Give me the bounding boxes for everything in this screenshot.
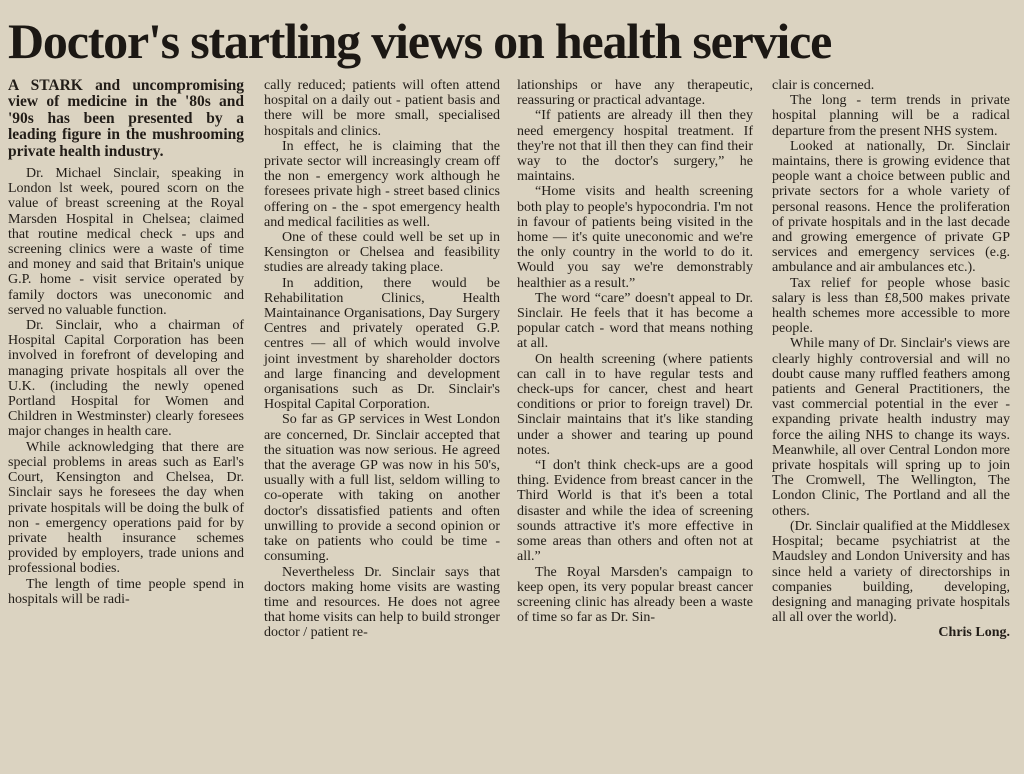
paragraph: “Home visits and health screening both play to people's hypocondria. I'm not in favour of patients being visited in the home — it's quite uneconomic and we're the only country in the world to do it. Would you say we're demonstrably healthier as a result.” [517, 184, 753, 291]
paragraph: Tax relief for people whose basic salary is less than £8,500 makes private health schemes more accessible to more people. [772, 275, 1010, 337]
lead-paragraph: A STARK and uncompromising view of medicine in the '80s and '90s has been presented by a leading figure in the mushrooming private health industry. [8, 77, 244, 160]
paragraph: lationships or have any therapeutic, reassuring or practical advantage. [517, 78, 753, 109]
headline: Doctor's startling views on health service [8, 13, 832, 69]
paragraph: The long - term trends in private hospital planning will be a radical departure from the present NHS system. [772, 93, 1010, 139]
paragraph: While acknowledging that there are special problems in areas such as Earl's Court, Kensington and Chelsea, Dr. Sinclair says he foresees the day when private hospitals will be doing the bulk of non - emergency operations paid for by private health insurance schemes provided by employers, trade unions and professional bodies. [8, 439, 244, 577]
paragraph: Looked at nationally, Dr. Sinclair maintains, there is growing evidence that people want a choice between public and private sectors for a whole variety of personal reasons. Hence the proliferation of private hospitals and in the last decade and growing emergence of private GP services and emergency services (e.g. ambulance and air ambulances etc.). [772, 138, 1010, 276]
paragraph: On health screening (where patients can call in to have regular tests and check-ups for cancer, chest and heart conditions or prior to foreign travel) Dr. Sinclair maintains that it's like standing under a shower and tearing up pound notes. [517, 351, 753, 458]
paragraph: In effect, he is claiming that the private sector will increasingly cream off the non - emergency work although he foresees private high - street based clinics offering on - the - spot emergency health and medical facilities as well. [264, 138, 500, 230]
paragraph: The Royal Marsden's campaign to keep open, its very popular breast cancer screening clinic has already been a waste of time so far as Dr. Sin- [517, 564, 753, 626]
paragraph: clair is concerned. [772, 78, 875, 93]
paragraph: The length of time people spend in hospitals will be radi- [8, 576, 244, 607]
column-2 [264, 78, 500, 641]
paragraph: Nevertheless Dr. Sinclair says that doctors making home visits are wasting time and resources. He does not agree that home visits can help to build stronger doctor / patient re- [264, 564, 500, 641]
paragraph: In addition, there would be Rehabilitation Clinics, Health Maintainance Organisations, Day Surgery Centres and privately operated G.P. centres — all of which would involve joint investment by shareholder doctors and large financing and development organisations such as Dr. Sinclair's Hospital Capital Corporation. [264, 275, 500, 413]
paragraph: cally reduced; patients will often attend hospital on a daily out - patient basis and there will be more small, specialised hospitals and clinics. [264, 78, 500, 139]
column-3 [517, 78, 753, 625]
paragraph: The word “care” doesn't appeal to Dr. Sinclair. He feels that it has become a popular catch - word that means nothing at all. [517, 290, 753, 352]
paragraph: (Dr. Sinclair qualified at the Middlesex Hospital; became psychiatrist at the Maudsley and London University and has since held a variety of directorships in companies building, developing, designing and managing private hospitals all all over the world). [772, 518, 1010, 626]
column-1 [8, 78, 244, 607]
paragraph: While many of Dr. Sinclair's views are clearly highly controversial and will no doubt cause many ruffled feathers among patients and General Practitioners, the vast commercial potential in the ever - expanding private health industry may force the ailing NHS to change its ways. Meanwhile, all over Central London more private hospitals will spring up to join The Cromwell, The Wellington, The London Clinic, The Portland and all the others. [772, 336, 1010, 519]
paragraph: So far as GP services in West London are concerned, Dr. Sinclair accepted that the situation was now serious. He agreed that the average GP was now in his 50's, usually with a full list, seldom willing to co-operate with taking on another doctor's dissatisfied patients and often unwilling to provide a second opinion or take on patients who could be time - consuming. [264, 412, 500, 565]
paragraph: Dr. Michael Sinclair, speaking in London lst week, poured scorn on the value of breast screening at the Royal Marsden Hospital in Chelsea; claimed that routine medical check - ups and screening clinics were a waste of time and money and said that Britain's unique G.P. home - visit service operated by family doctors was uneconomic and served no valuable function. [8, 166, 244, 318]
column-4 [772, 78, 1010, 641]
byline: Chris Long. [938, 625, 1010, 641]
paragraph: “I don't think check-ups are a good thing. Evidence from breast cancer in the Third World is that it's been a total disaster and while the idea of screening sounds attractive it's more effective in some areas than others and often not at all.” [517, 458, 753, 565]
paragraph: Dr. Sinclair, who a chairman of Hospital Capital Corporation has been involved in forefront of developing and managing private hospitals all over the U.K. (including the newly opened Portland Hospital for Women and Children in Westminster) clearly foresees major changes in health care. [8, 318, 244, 440]
paragraph: “If patients are already ill then they need emergency hospital treatment. If they're not that ill then they can find their way to the doctor's surgery,” he maintains. [517, 108, 753, 185]
paragraph: One of these could well be set up in Kensington or Chelsea and feasibility studies are already taking place. [264, 230, 500, 276]
